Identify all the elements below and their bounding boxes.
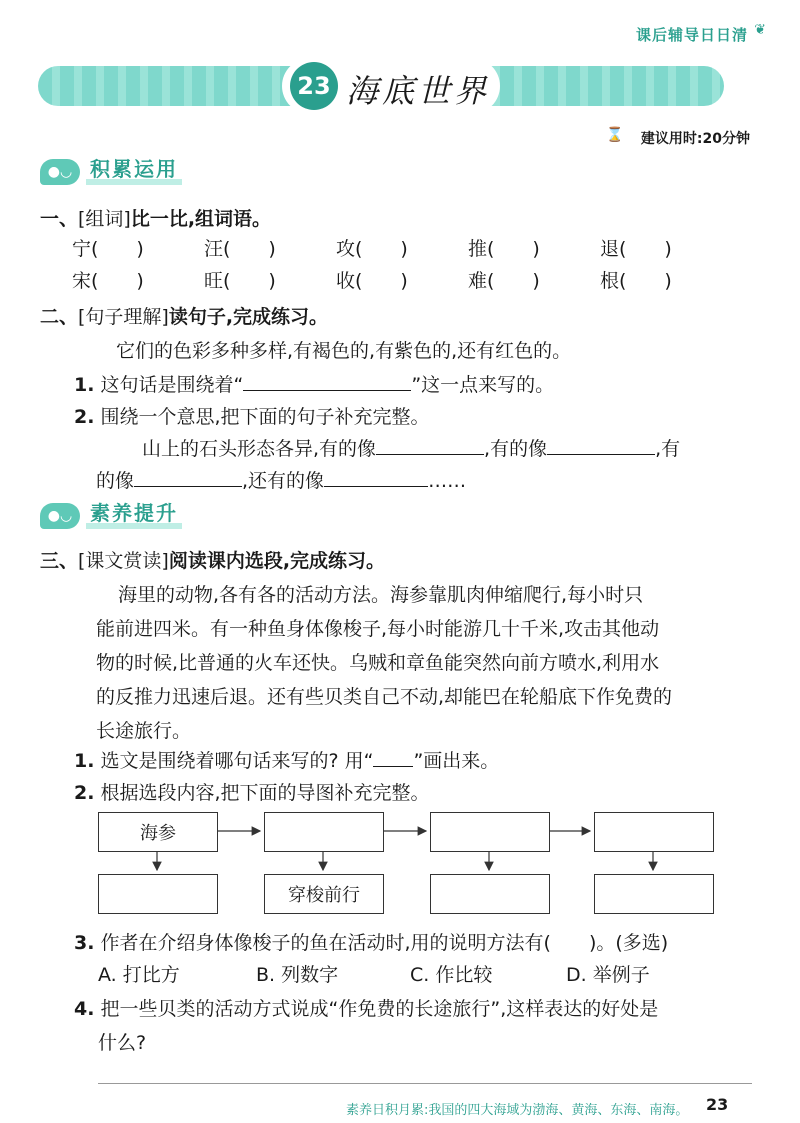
suggested-time: 建议用时:20分钟 bbox=[640, 131, 750, 147]
option-a[interactable]: A. 打比方 bbox=[98, 964, 180, 986]
q2-sentence: 它们的色彩多种多样,有褐色的,有紫色的,还有红色的。 bbox=[116, 340, 572, 362]
q2-fill-line-1: 山上的石头形态各异,有的像 ,有的像 ,有 bbox=[142, 438, 681, 460]
q1-word-5: 退( ) bbox=[600, 238, 672, 260]
option-b[interactable]: B. 列数字 bbox=[256, 964, 339, 986]
q1-word-7: 旺( ) bbox=[204, 270, 276, 292]
q1-word-1: 宁( ) bbox=[72, 238, 144, 260]
passage-line-2: 能前进四米。有一种鱼身体像梭子,每小时能游几十千米,攻击其他动 bbox=[96, 618, 660, 640]
dinosaur-icon: ●◡ bbox=[40, 159, 80, 185]
question-2-heading: 二、[句子理解]读句子,完成练习。 bbox=[40, 306, 329, 328]
q1-word-8: 收( ) bbox=[336, 270, 408, 292]
page-number: 23 bbox=[706, 1095, 729, 1114]
hourglass-icon: ⌛ bbox=[606, 127, 624, 143]
passage-line-1: 海里的动物,各有各的活动方法。海参靠肌肉伸缩爬行,每小时只 bbox=[118, 584, 644, 606]
q3-sub4: 4. 把一些贝类的活动方式说成“作免费的长途旅行”,这样表达的好处是 bbox=[74, 998, 659, 1020]
q2-fill-line-2: 的像 ,还有的像 …… bbox=[96, 470, 467, 492]
diagram-box-haishen: 海参 bbox=[98, 812, 218, 852]
q2-sub1: 1. 这句话是围绕着“ ”这一点来写的。 bbox=[74, 374, 555, 396]
q1-word-6: 宋( ) bbox=[72, 270, 144, 292]
q1-word-2: 汪( ) bbox=[204, 238, 276, 260]
section-title: 积累运用 bbox=[86, 159, 182, 185]
lesson-title: 海底世界 bbox=[346, 72, 491, 110]
q3-sub3: 3. 作者在介绍身体像梭子的鱼在活动时,用的说明方法有( )。(多选) bbox=[74, 932, 669, 954]
option-d[interactable]: D. 举例子 bbox=[566, 964, 650, 986]
q2-sub2: 2. 围绕一个意思,把下面的句子补充完整。 bbox=[74, 406, 430, 428]
q1-word-9: 难( ) bbox=[468, 270, 540, 292]
question-3-heading: 三、[课文赏读]阅读课内选段,完成练习。 bbox=[40, 550, 386, 572]
q3-sub4-line2: 什么? bbox=[98, 1032, 147, 1054]
q3-sub2: 2. 根据选段内容,把下面的导图补充完整。 bbox=[74, 782, 430, 804]
diagram-box-suosuo: 穿梭前行 bbox=[264, 874, 384, 914]
footer-note: 素养日积月累:我国的四大海域为渤海、黄海、东海、南海。 bbox=[346, 1103, 689, 1118]
q1-word-10: 根( ) bbox=[600, 270, 672, 292]
dinosaur-icon: ●◡ bbox=[40, 503, 80, 529]
lesson-number: 23 bbox=[290, 62, 338, 110]
q1-word-3: 攻( ) bbox=[336, 238, 408, 260]
q3-sub1: 1. 选文是围绕着哪句话来写的? 用“ ”画出来。 bbox=[74, 750, 500, 772]
series-label: 课后辅导日日清 bbox=[635, 26, 748, 44]
passage-line-5: 长途旅行。 bbox=[96, 720, 192, 742]
question-1-heading: 一、[组词]比一比,组词语。 bbox=[40, 208, 272, 230]
section-title: 素养提升 bbox=[86, 503, 182, 529]
q1-word-4: 推( ) bbox=[468, 238, 540, 260]
passage-line-4: 的反推力迅速后退。还有些贝类自己不动,却能巴在轮船底下作免费的 bbox=[96, 686, 673, 708]
leaf-icon: ❦ bbox=[754, 22, 766, 38]
passage-line-3: 物的时候,比普通的火车还快。乌贼和章鱼能突然向前方喷水,利用水 bbox=[96, 652, 660, 674]
footer-divider bbox=[98, 1083, 752, 1084]
option-c[interactable]: C. 作比较 bbox=[410, 964, 493, 986]
